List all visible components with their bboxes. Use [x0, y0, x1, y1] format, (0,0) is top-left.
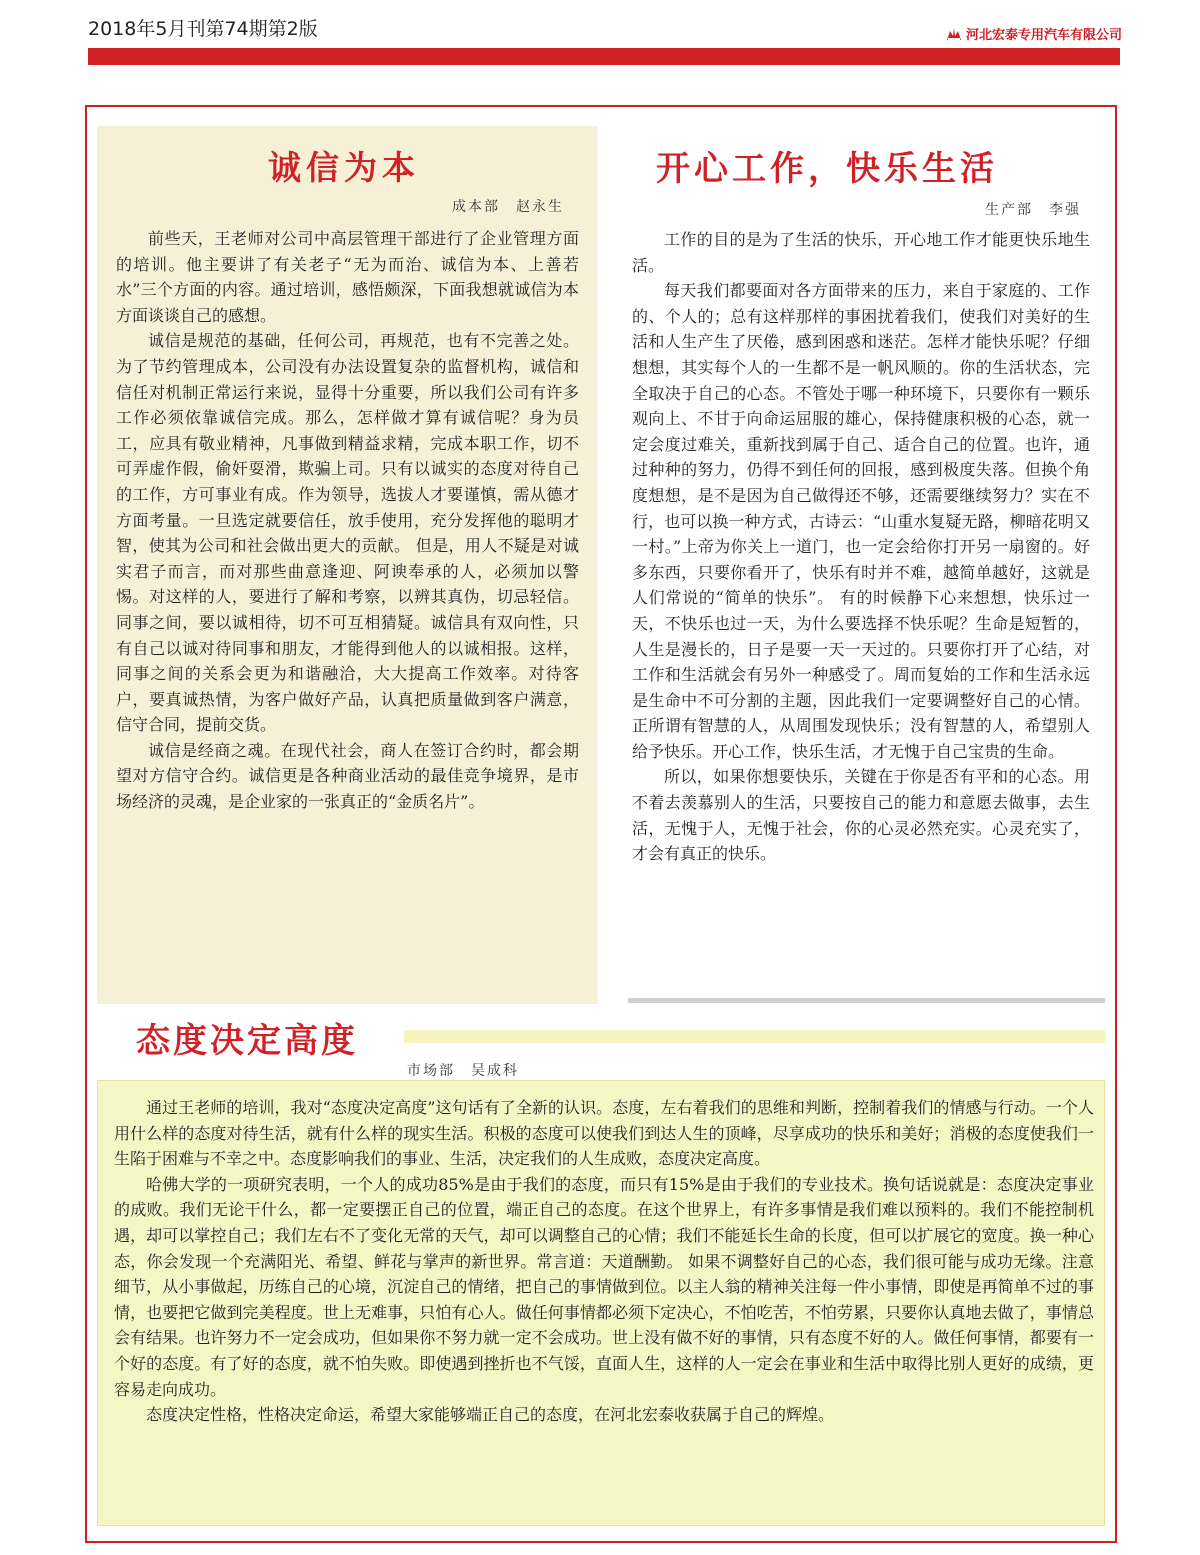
paragraph: 每天我们都要面对各方面带来的压力，来自于家庭的、工作的、个人的；总有这样那样的事困扰着我们，使我们对美好的生活和人生产生了厌倦，感到困惑和迷茫。怎样才能快乐呢？仔细想想，其实每个人的一生都不是一帆风顺的。你的生活状态，完全取决于自己的心态。不管处于哪一种环境下，只要你有一颗乐观向上、不甘于向命运屈服的雄心，保持健康积极的心态，就一定会度过难关，重新找到属于自己、适合自己的位置。也许，通过种种的努力，仍得不到任何的回报，感到极度失落。但换个角度想想，是不是因为自己做得还不够，还需要继续努力？实在不行，也可以换一种方式，古诗云：“山重水复疑无路，柳暗花明又一村。”上帝为你关上一道门，也一定会给你打开另一扇窗的。好多东西，只要你看开了，快乐有时并不难，越简单越好，这就是人们常说的“简单的快乐”。 有的时候静下心来想想，快乐过一天，不快乐也过一天，为什么要选择不快乐呢？生命是短暂的，人生是漫长的，日子是要一天一天过的。只要你打开了心结，对工作和生活就会有另外一种感受了。周而复始的工作和生活永远是生命中不可分割的主题，因此我们一定要调整好自己的心情。正所谓有智慧的人，从周围发现快乐；没有智慧的人，希望别人给予快乐。开心工作，快乐生活，才无愧于自己宝贵的生命。 [632, 281, 1090, 761]
happy-article-title: 开心工作，快乐生活 [656, 149, 998, 189]
header-red-bar [88, 48, 1120, 65]
integrity-article-byline: 成本部 赵永生 [452, 199, 564, 215]
paragraph: 诚信是规范的基础，任何公司，再规范，也有不完善之处。为了节约管理成本，公司没有办法设置复杂的监督机构，诚信和信任对机制正常运行来说，显得十分重要，所以我们公司有许多工作必须依靠诚信完成。那么，怎样做才算有诚信呢？身为员工，应具有敬业精神，凡事做到精益求精，完成本职工作，切不可弄虚作假，偷奸耍滑，欺骗上司。只有以诚实的态度对待自己的工作，方可事业有成。作为领导，选拔人才要谨慎，需从德才方面考量。一旦选定就要信任，放手使用，充分发挥他的聪明才智，使其为公司和社会做出更大的贡献。 但是，用人不疑是对诚实君子而言，而对那些曲意逢迎、阿谀奉承的人，必须加以警惕。对这样的人，要进行了解和考察，以辨其真伪，切忌轻信。同事之间，要以诚相待，切不可互相猜疑。诚信具有双向性，只有自己以诚对待同事和朋友，才能得到他人的以诚相报。这样，同事之间的关系会更为和谐融洽，大大提高工作效率。对待客户，要真诚热情，为客户做好产品，认真把质量做到客户满意，信守合同，提前交货。 [116, 331, 579, 735]
integrity-article-title: 诚信为本 [268, 148, 420, 187]
paragraph: 哈佛大学的一项研究表明，一个人的成功85%是由于我们的态度，而只有15%是由于我们的专业技术。换句话说就是：态度决定事业的成败。我们无论干什么，都一定要摆正自己的位置，端正自己的态度。在这个世界上，有许多事情是我们难以预料的。我们不能控制机遇，却可以掌控自己；我们左右不了变化无常的天气，却可以调整自己的心情；我们不能延长生命的长度，但可以扩展它的宽度。换一种心态，你会发现一个充满阳光、希望、鲜花与掌声的新世界。常言道：天道酬勤。 如果不调整好自己的心态，我们很可能与成功无缘。注意细节，从小事做起，历练自己的心境，沉淀自己的情绪，把自己的事情做到位。以主人翁的精神关注每一件小事情，即使是再简单不过的事情，也要把它做到完美程度。世上无难事，只怕有心人。做任何事情都必须下定决心，不怕吃苦，不怕劳累，只要你认真地去做了，事情总会有结果。也许努力不一定会成功，但如果你不努力就一定不会成功。世上没有做不好的事情，只有态度不好的人。做任何事情，都要有一个好的态度。有了好的态度，就不怕失败。即使遇到挫折也不气馁，直面人生，这样的人一定会在事业和生活中取得比别人更好的成绩，更容易走向成功。 [114, 1174, 1094, 1399]
issue-info: 2018年5月刊第74期第2版 [88, 18, 318, 40]
company-name: 河北宏泰专用汽车有限公司 [965, 28, 1122, 43]
paragraph: 工作的目的是为了生活的快乐，开心地工作才能更快乐地生活。 [632, 230, 1090, 275]
attitude-article-byline: 市场部 吴成科 [407, 1063, 519, 1079]
paragraph: 前些天，王老师对公司中高层管理干部进行了企业管理方面的培训。他主要讲了有关老子“无为而治、诚信为本、上善若水”三个方面的内容。通过培训，感悟颇深，下面我想就诚信为本方面谈谈自己的感想。 [116, 229, 579, 325]
attitude-article-title: 态度决定高度 [136, 1021, 358, 1061]
attitude-article-body [114, 1095, 1094, 1428]
paragraph: 通过王老师的培训，我对“态度决定高度”这句话有了全新的认识。态度，左右着我们的思维和判断，控制着我们的情感与行动。一个人用什么样的态度对待生活，就有什么样的现实生活。积极的态度可以使我们到达人生的顶峰，尽享成功的快乐和美好；消极的态度使我们一生陷于困难与不幸之中。态度影响我们的事业、生活，决定我们的人生成败，态度决定高度。 [114, 1098, 1094, 1169]
happy-article-byline: 生产部 李强 [985, 202, 1081, 218]
integrity-article-body [116, 226, 579, 815]
attitude-title-rule [404, 1030, 1105, 1043]
paragraph: 所以，如果你想要快乐，关键在于你是否有平和的心态。用不着去羡慕别人的生活，只要按自己的能力和意愿去做事，去生活，无愧于人，无愧于社会，你的心灵必然充实。心灵充实了，才会有真正的快乐。 [632, 767, 1090, 864]
happy-article-body [632, 227, 1090, 867]
company-logo-icon [946, 27, 962, 41]
paragraph: 态度决定性格，性格决定命运，希望大家能够端正自己的态度，在河北宏泰收获属于自己的辉煌。 [146, 1405, 835, 1425]
paragraph: 诚信是经商之魂。在现代社会，商人在签订合约时，都会期望对方信守合约。诚信更是各种商业活动的最佳竞争境界，是市场经济的灵魂，是企业家的一张真正的“金质名片”。 [116, 740, 579, 812]
happy-article-divider [628, 998, 1105, 1003]
company-name-header [946, 24, 1122, 43]
